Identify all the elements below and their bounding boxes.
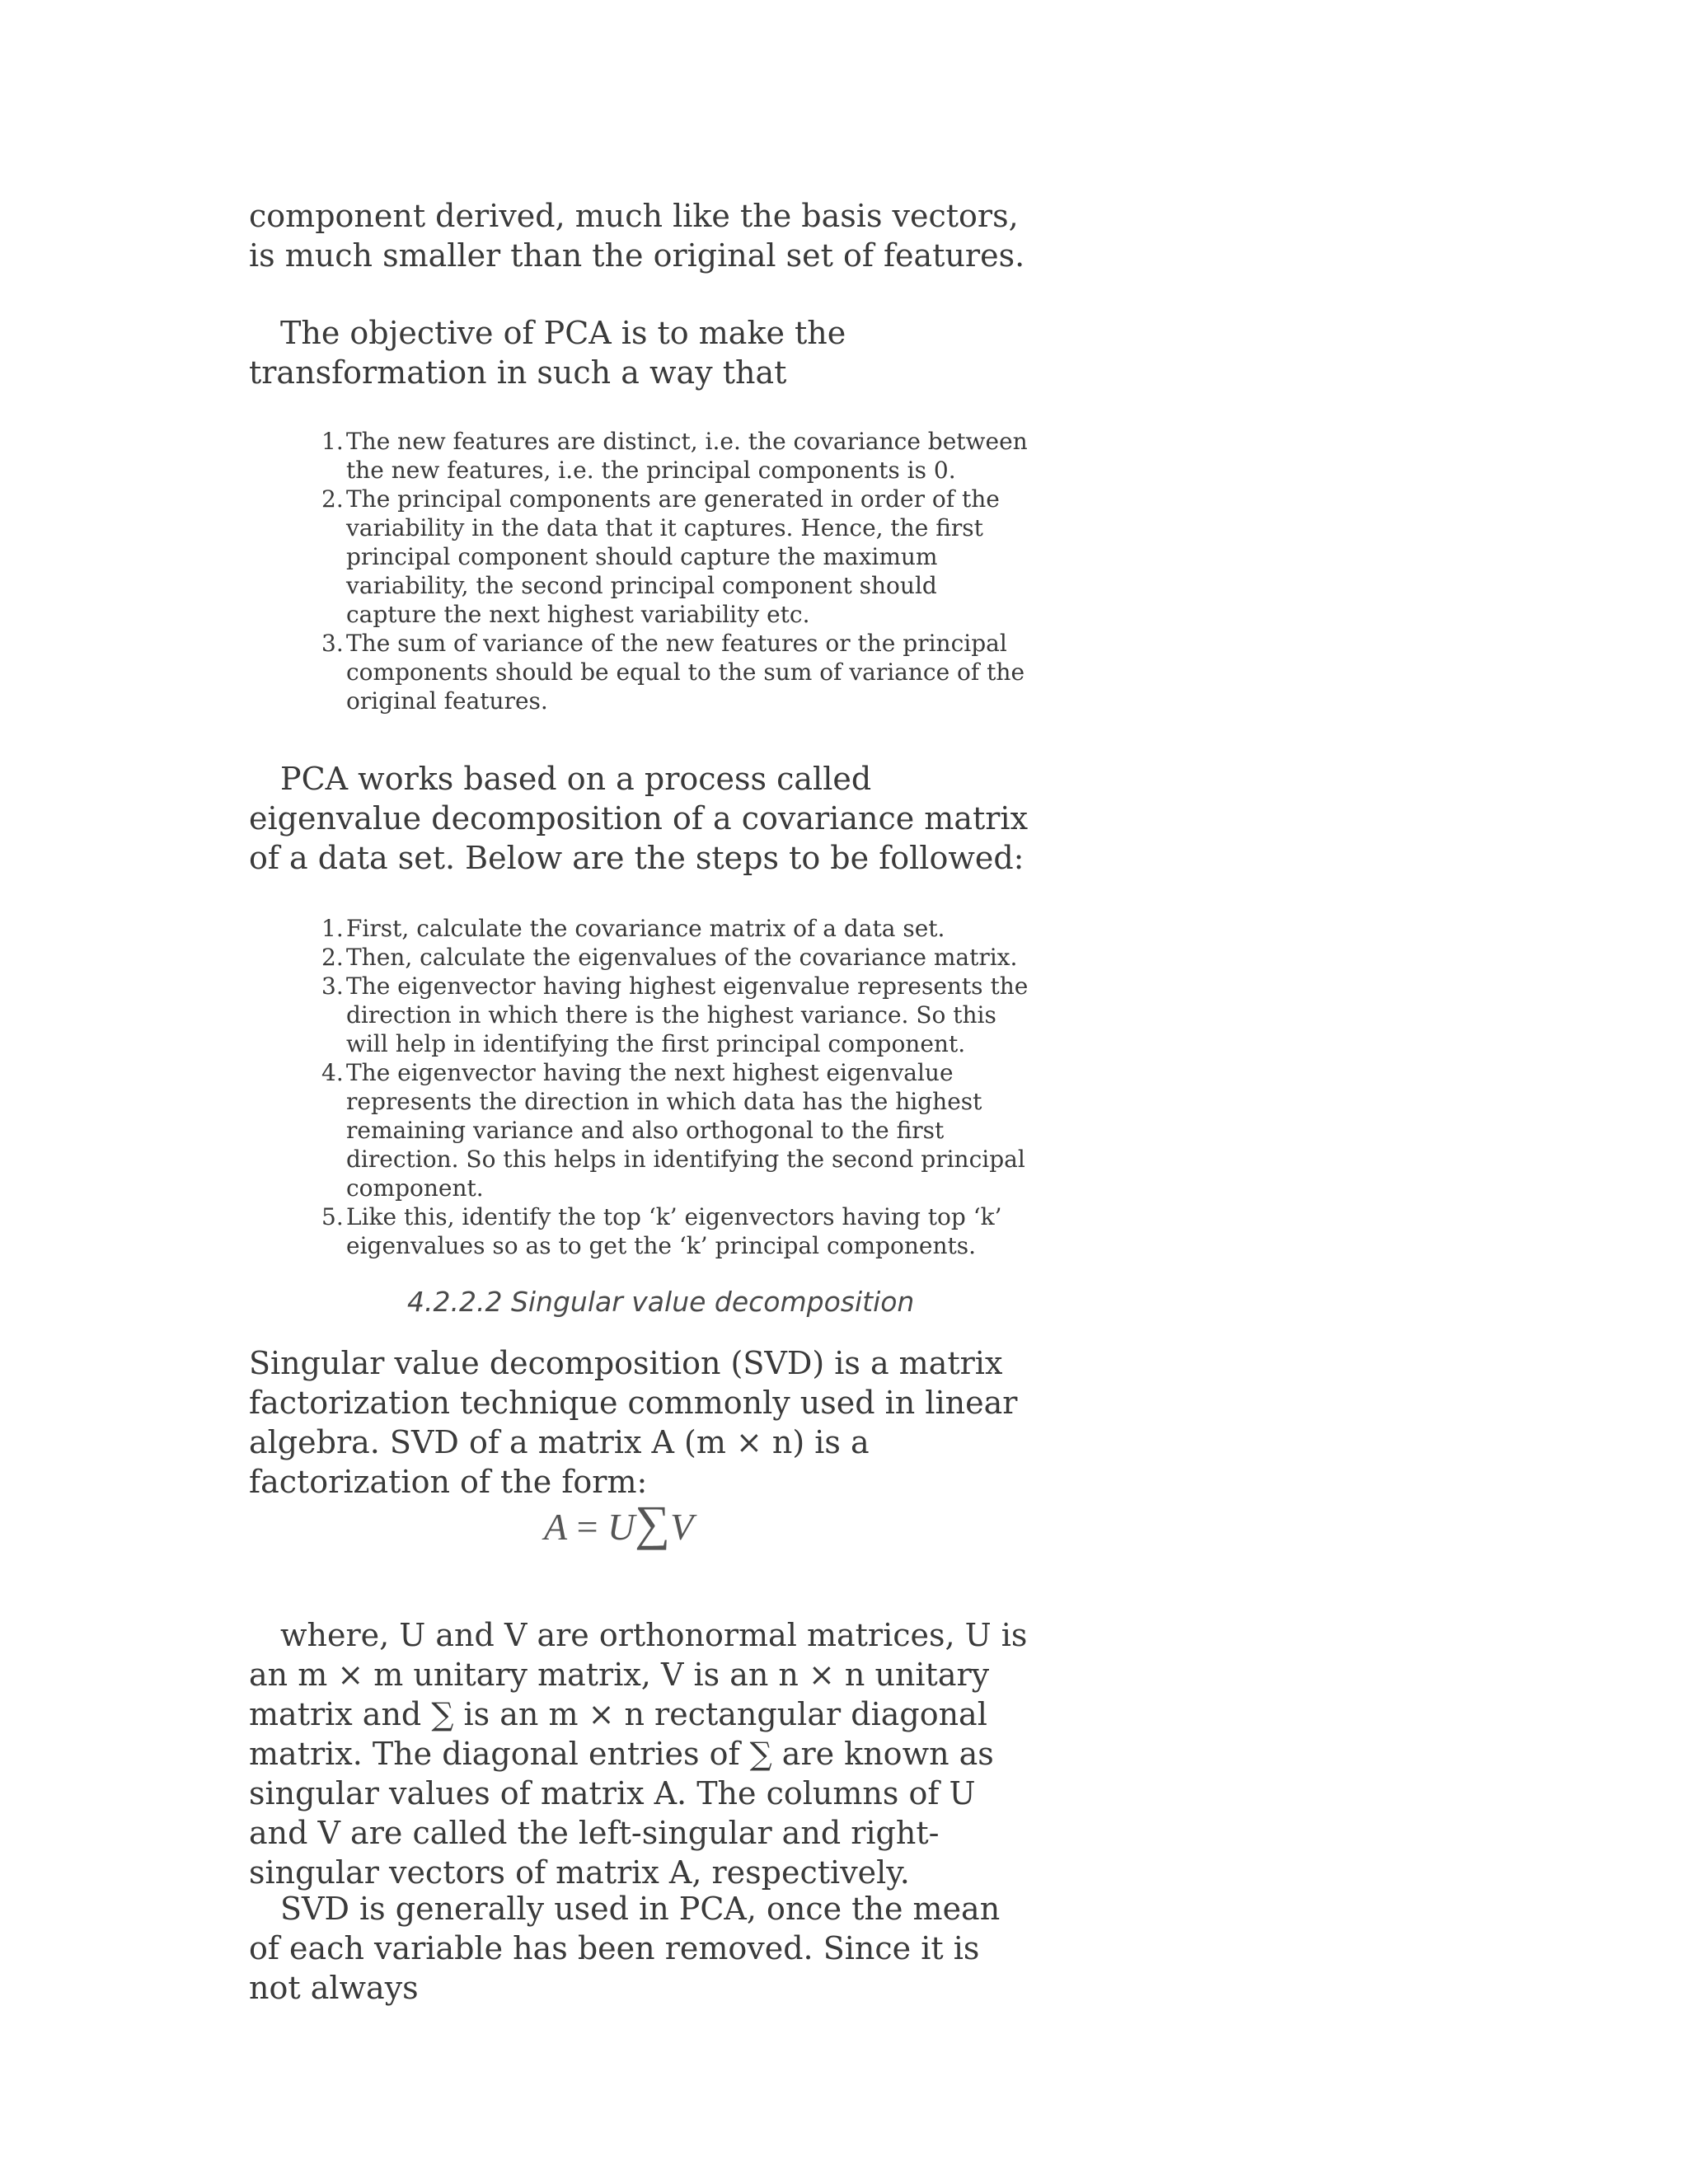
formula-a: A	[544, 1506, 568, 1548]
paragraph-eigen-decomposition: PCA works based on a process called eigenvalue decomposition of a covariance matrix of a data set. Below are the steps to be followed:	[249, 761, 1029, 876]
list-item	[321, 1058, 1030, 1202]
list-number: 5.	[321, 1203, 344, 1230]
list-number: 2.	[321, 944, 344, 971]
list-number: 1.	[321, 915, 344, 942]
list-item	[321, 972, 1030, 1058]
paragraph-pca-objective: The objective of PCA is to make the transformation in such a way that	[249, 315, 846, 391]
list-item-text: The eigenvector having the next highest eigenvalue represents the direction in which data has the highest remaining variance and also orthogonal to the first direction. So this helps in identifying the second principal component.	[346, 1059, 1025, 1202]
list-number: 3.	[321, 972, 344, 1000]
steps-list	[321, 914, 1030, 1260]
formula-sigma: ∑	[635, 1496, 671, 1550]
list-item	[321, 1202, 1030, 1260]
list-item-text: First, calculate the covariance matrix of a data set.	[346, 915, 945, 942]
list-item-text: Then, calculate the eigenvalues of the covariance matrix.	[346, 944, 1018, 971]
list-item	[321, 914, 1030, 943]
paragraph-svd-pca: SVD is generally used in PCA, once the mean of each variable has been removed. Since it is not always	[249, 1891, 1001, 2006]
paragraph-features-intro: component derived, much like the basis vectors, is much smaller than the original set of features.	[249, 198, 1025, 274]
list-item	[321, 943, 1030, 972]
formula-u: U	[607, 1506, 635, 1548]
list-number: 3.	[321, 630, 344, 657]
list-item-text: The new features are distinct, i.e. the covariance between the new features, i.e. the principal components is 0.	[346, 428, 1028, 484]
formula-equals: =	[576, 1506, 598, 1548]
list-item-text: The eigenvector having highest eigenvalue represents the direction in which there is the highest variance. So this will help in identifying the first principal component.	[346, 972, 1029, 1057]
paragraph-svd-definitions: where, U and V are orthonormal matrices, U is an m × m unitary matrix, V is an n × n unitary matrix and ∑ is an m × n rectangular diagonal matrix. The diagonal entries of ∑ are known as singular values of matrix A. The columns of U and V are called the left-singular and right-singular vectors of matrix A, respectively.	[249, 1617, 1028, 1891]
list-number: 1.	[321, 428, 344, 455]
list-number: 4.	[321, 1059, 344, 1086]
section-subheading: 4.2.2.2 Singular value decomposition	[407, 1286, 915, 1318]
formula-v: V	[670, 1506, 694, 1548]
list-item-text: The principal components are generated in order of the variability in the data that it captures. Hence, the first principal component should capture the maximum variability, the second principal component should capture the next highest variability etc.	[346, 485, 1000, 628]
list-item-text: The sum of variance of the new features or the principal components should be equal to the sum of variance of the original features.	[346, 630, 1025, 715]
list-item-text: Like this, identify the top ‘k’ eigenvectors having top ‘k’ eigenvalues so as to get the ‘k’ principal components.	[346, 1203, 1002, 1259]
svd-formula	[544, 1496, 694, 1550]
list-item	[321, 427, 1030, 485]
list-number: 2.	[321, 485, 344, 513]
objective-list	[321, 427, 1030, 715]
list-item	[321, 629, 1030, 715]
list-item	[321, 485, 1030, 629]
paragraph-svd-intro: Singular value decomposition (SVD) is a matrix factorization technique commonly used in linear algebra. SVD of a matrix A (m × n) is a factorization of the form:	[249, 1345, 1018, 1500]
